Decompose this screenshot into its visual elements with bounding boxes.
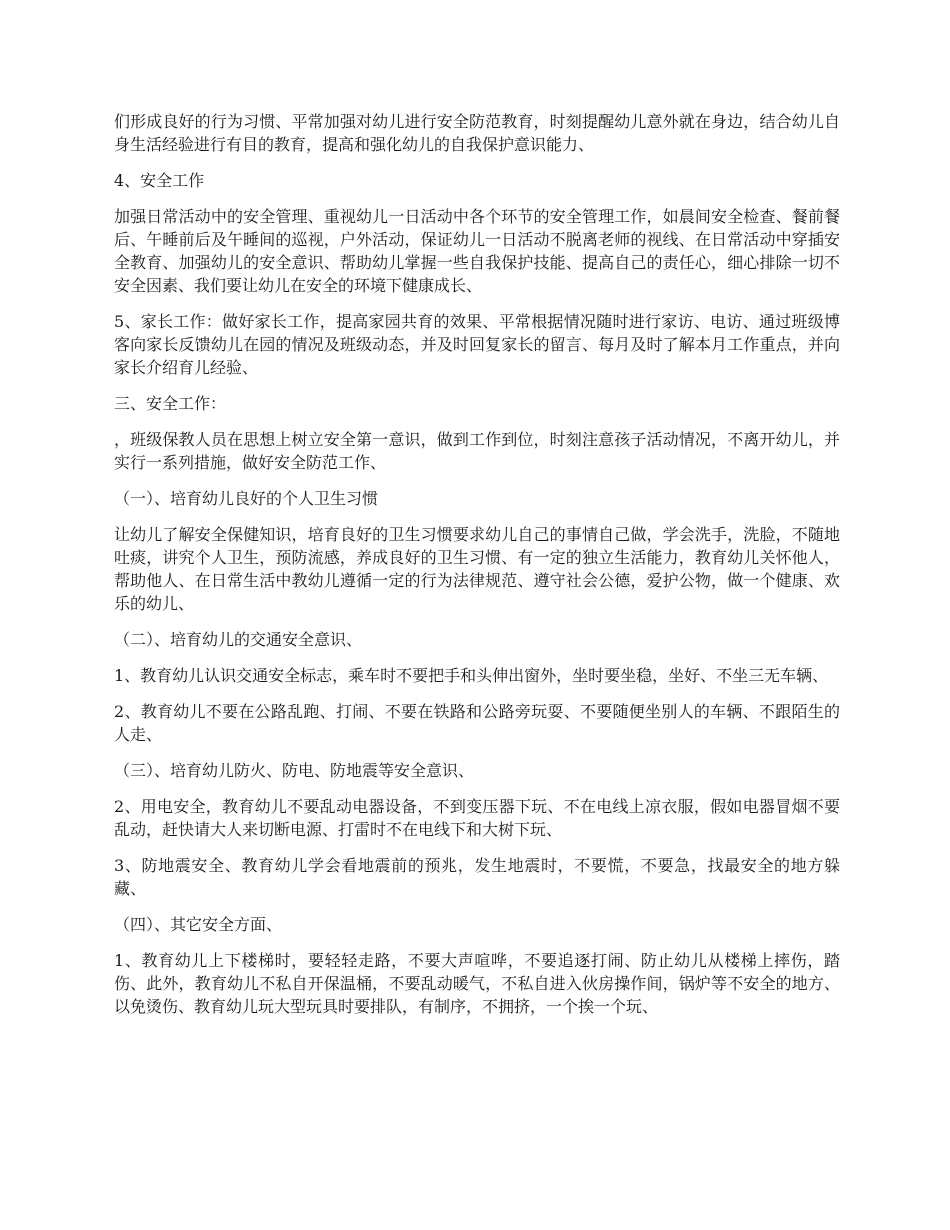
paragraph: 5、家长工作：做好家长工作，提高家园共育的效果、平常根据情况随时进行家访、电访、通过班级博客向家长反馈幼儿在园的情况及班级动态，并及时回复家长的留言、每月及时了解本月工作重点，并向家长介绍育儿经验、 bbox=[114, 312, 840, 377]
section-heading: 4、安全工作 bbox=[114, 171, 205, 190]
paragraph: 让幼儿了解安全保健知识，培育良好的卫生习惯要求幼儿自己的事情自己做，学会洗手，洗脸，不随地吐痰，讲究个人卫生，预防流感，养成良好的卫生习惯、有一定的独立生活能力，教育幼儿关怀他人，帮助他人、在日常生活中教幼儿遵循一定的行为法律规范、遵守社会公德，爱护公物，做一个健康、欢乐的幼儿、 bbox=[114, 525, 840, 613]
paragraph: 1、教育幼儿认识交通安全标志，乘车时不要把手和头伸出窗外，坐时要坐稳，坐好、不坐三无车辆、 bbox=[114, 666, 829, 685]
paragraph: 2、用电安全，教育幼儿不要乱动电器设备，不到变压器下玩、不在电线上凉衣服，假如电器冒烟不要乱动，赶快请大人来切断电源、打雷时不在电线下和大树下玩、 bbox=[114, 797, 840, 839]
paragraph: 3、防地震安全、教育幼儿学会看地震前的预兆，发生地震时，不要慌，不要急，找最安全的地方躲藏、 bbox=[114, 856, 840, 898]
subsection-heading: （四）、其它安全方面、 bbox=[114, 915, 283, 934]
document-page bbox=[114, 110, 840, 1031]
subsection-heading: （二）、培育幼儿的交通安全意识、 bbox=[114, 630, 363, 649]
section-heading: 三、安全工作： bbox=[114, 394, 227, 413]
paragraph: 1、教育幼儿上下楼梯时，要轻轻走路，不要大声喧哗，不要追逐打闹、防止幼儿从楼梯上摔伤，踏伤、此外，教育幼儿不私自开保温桶，不要乱动暖气，不私自进入伙房操作间，锅炉等不安全的地方、以免烫伤、教育幼儿玩大型玩具时要排队，有制序，不拥挤，一个挨一个玩、 bbox=[114, 951, 840, 1016]
paragraph: 们形成良好的行为习惯、平常加强对幼儿进行安全防范教育，时刻提醒幼儿意外就在身边，结合幼儿自身生活经验进行有目的教育，提高和强化幼儿的自我保护意识能力、 bbox=[114, 112, 840, 154]
subsection-heading: （三）、培育幼儿防火、防电、防地震等安全意识、 bbox=[114, 761, 475, 780]
subsection-heading: （一）、培育幼儿良好的个人卫生习惯 bbox=[114, 489, 379, 508]
paragraph: 加强日常活动中的安全管理、重视幼儿一日活动中各个环节的安全管理工作，如晨间安全检查、餐前餐后、午睡前后及午睡间的巡视，户外活动，保证幼儿一日活动不脱离老师的视线、在日常活动中穿插安全教育、加强幼儿的安全意识、帮助幼儿掌握一些自我保护技能、提高自己的责任心，细心排除一切不安全因素、我们要让幼儿在安全的环境下健康成长、 bbox=[114, 207, 840, 295]
paragraph: ，班级保教人员在思想上树立安全第一意识，做到工作到位，时刻注意孩子活动情况，不离开幼儿，并实行一系列措施，做好安全防范工作、 bbox=[114, 430, 840, 472]
paragraph: 2、教育幼儿不要在公路乱跑、打闹、不要在铁路和公路旁玩耍、不要随便坐别人的车辆、不跟陌生的人走、 bbox=[114, 702, 840, 744]
